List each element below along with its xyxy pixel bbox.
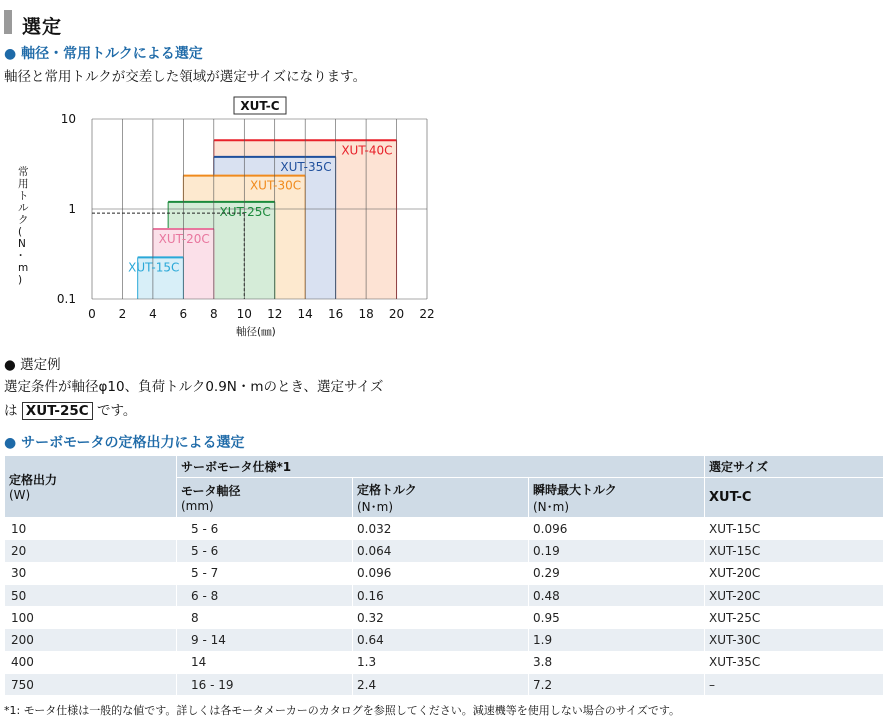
cell-peak-torque: 7.2 — [529, 674, 705, 696]
cell-output: 750 — [5, 674, 177, 696]
section-description: 軸径と常用トルクが交差した領域が選定サイズになります。 — [4, 69, 367, 85]
cell-output: 400 — [5, 651, 177, 673]
example-condition: 選定条件が軸径φ10、負荷トルク0.9N・mのとき、選定サイズ — [4, 379, 384, 395]
cell-output: 50 — [5, 584, 177, 606]
cell-size: XUT-15C — [705, 518, 883, 540]
x-tick-label: 18 — [358, 307, 374, 321]
cell-shaft: 8 — [177, 607, 353, 629]
table-row — [5, 562, 883, 584]
cell-size: XUT-30C — [705, 629, 883, 651]
header-model: XUT-C — [705, 478, 883, 518]
x-tick-label: 2 — [118, 307, 127, 321]
cell-shaft: 9 - 14 — [177, 629, 353, 651]
section-heading-shaft-torque: ● 軸径・常用トルクによる選定 — [4, 46, 203, 62]
header-rated-output: 定格出力 (W) — [5, 456, 177, 518]
cell-shaft: 6 - 8 — [177, 584, 353, 606]
cell-output: 10 — [5, 518, 177, 540]
header-motor-shaft: モータ軸径 (mm) — [177, 478, 353, 518]
cell-rated-torque: 0.064 — [353, 540, 529, 562]
y-tick-label: 0.1 — [56, 292, 76, 306]
table-row — [5, 607, 883, 629]
cell-rated-torque: 0.032 — [353, 518, 529, 540]
x-tick-label: 0 — [88, 307, 96, 321]
x-tick-label: 12 — [267, 307, 283, 321]
cell-shaft: 16 - 19 — [177, 674, 353, 696]
selection-chart — [0, 95, 460, 345]
cell-rated-torque: 1.3 — [353, 651, 529, 673]
header-peak-torque: 瞬時最大トルク (N･m) — [529, 478, 705, 518]
example-result — [4, 399, 136, 420]
x-tick-label: 6 — [179, 307, 188, 321]
table-row — [5, 518, 883, 540]
cell-size: XUT-20C — [705, 584, 883, 606]
region-label: XUT-25C — [219, 204, 271, 219]
table-row — [5, 629, 883, 651]
chart-title: XUT-C — [240, 99, 280, 113]
example-result-suffix: です。 — [97, 403, 137, 419]
header-selected-size: 選定サイズ — [705, 456, 883, 478]
cell-shaft: 5 - 6 — [177, 518, 353, 540]
cell-rated-torque: 0.096 — [353, 562, 529, 584]
cell-peak-torque: 0.95 — [529, 607, 705, 629]
footnote: *1: モータ仕様は一般的な値です。詳しくは各モータメーカーのカタログを参照してください。減速機等を使用しない場合のサイズです。 — [4, 704, 680, 717]
section-heading-servo: ● サーボモータの定格出力による選定 — [4, 435, 245, 451]
cell-peak-torque: 1.9 — [529, 629, 705, 651]
x-tick-label: 14 — [297, 307, 313, 321]
region-label: XUT-40C — [341, 143, 393, 158]
cell-size: XUT-15C — [705, 540, 883, 562]
example-result-prefix: は — [4, 403, 18, 419]
x-tick-label: 16 — [327, 307, 344, 321]
page-title: 選定 — [22, 16, 63, 38]
cell-rated-torque: 0.32 — [353, 607, 529, 629]
cell-shaft: 14 — [177, 651, 353, 673]
region-label: XUT-35C — [280, 159, 332, 174]
x-tick-label: 8 — [209, 307, 218, 321]
table-row — [5, 674, 883, 696]
example-heading: ● 選定例 — [4, 357, 61, 373]
x-tick-label: 4 — [149, 307, 157, 321]
header-rated-torque: 定格トルク (N･m) — [353, 478, 529, 518]
table-row — [5, 540, 883, 562]
region-label: XUT-30C — [249, 178, 302, 193]
cell-output: 200 — [5, 629, 177, 651]
cell-peak-torque: 0.48 — [529, 584, 705, 606]
cell-rated-torque: 0.16 — [353, 584, 529, 606]
cell-shaft: 5 - 6 — [177, 540, 353, 562]
x-axis-label: 軸径(㎜) — [236, 326, 276, 338]
cell-rated-torque: 2.4 — [353, 674, 529, 696]
table-row — [5, 584, 883, 606]
x-tick-label: 22 — [419, 307, 435, 321]
cell-peak-torque: 3.8 — [529, 651, 705, 673]
cell-peak-torque: 0.096 — [529, 518, 705, 540]
cell-peak-torque: 0.19 — [529, 540, 705, 562]
cell-size: XUT-35C — [705, 651, 883, 673]
y-axis-label: 常用トルク( N ･ m ) — [18, 166, 29, 286]
cell-shaft: 5 - 7 — [177, 562, 353, 584]
title-accent-bar — [4, 10, 12, 34]
cell-output: 20 — [5, 540, 177, 562]
example-size-chip: XUT-25C — [22, 402, 93, 420]
cell-size: – — [705, 674, 883, 696]
cell-size: XUT-20C — [705, 562, 883, 584]
servo-selection-table — [4, 455, 883, 696]
header-servo-spec: サーボモータ仕様*1 — [177, 456, 705, 478]
cell-peak-torque: 0.29 — [529, 562, 705, 584]
cell-rated-torque: 0.64 — [353, 629, 529, 651]
cell-size: XUT-25C — [705, 607, 883, 629]
y-tick-label: 1 — [68, 202, 76, 216]
x-tick-label: 10 — [236, 307, 252, 321]
cell-output: 100 — [5, 607, 177, 629]
y-tick-label: 10 — [60, 112, 76, 126]
cell-output: 30 — [5, 562, 177, 584]
region-label: XUT-15C — [128, 260, 180, 275]
x-tick-label: 20 — [388, 307, 405, 321]
table-row — [5, 651, 883, 673]
region-label: XUT-20C — [158, 231, 210, 246]
